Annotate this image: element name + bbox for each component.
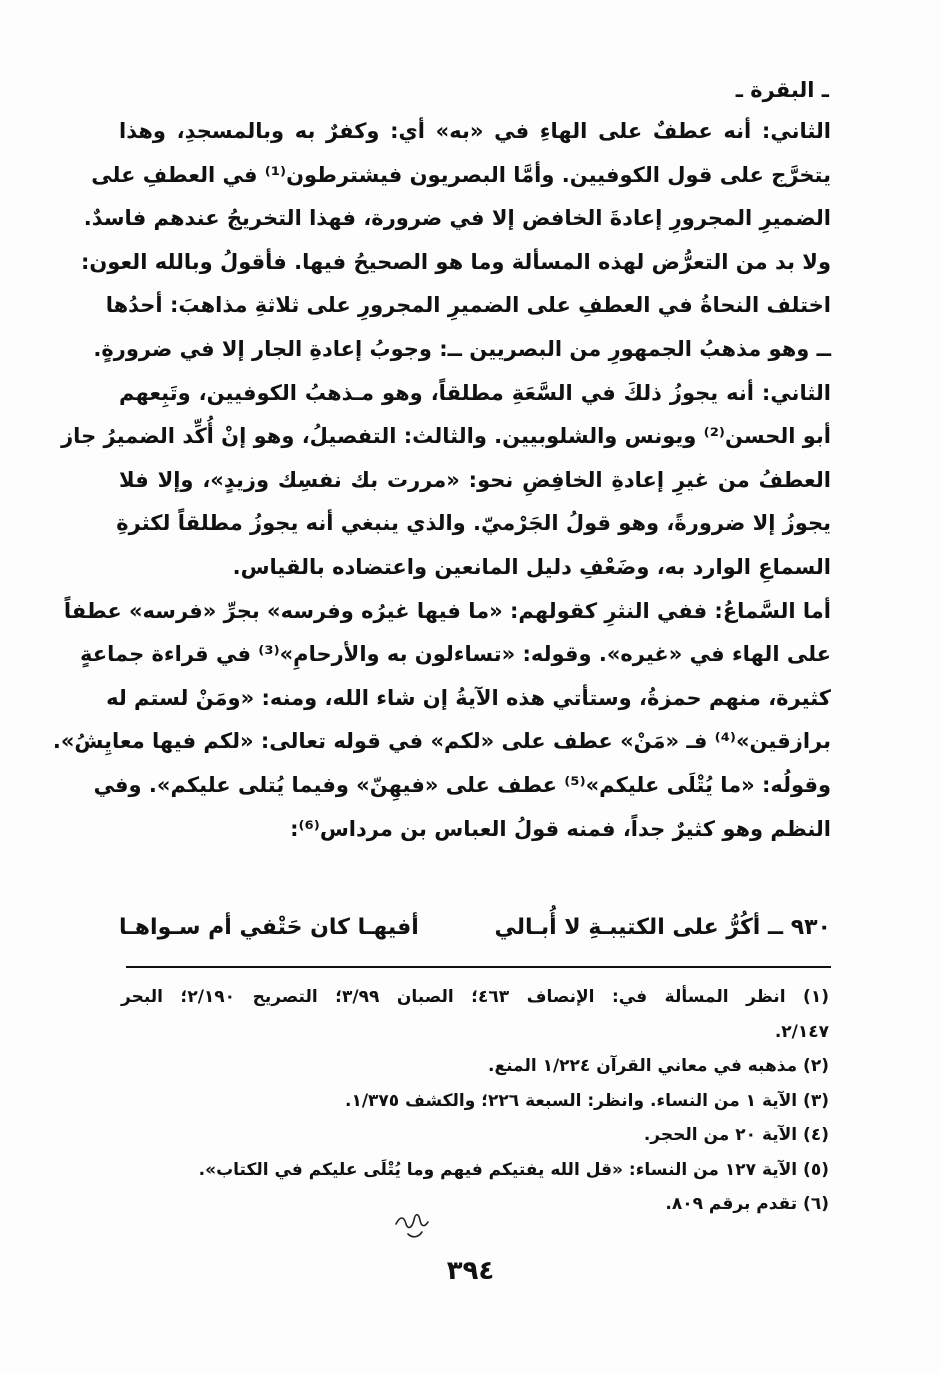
text-line: السماعِ الوارد به، وضَعْفِ دليل المانعين واعتضاده بالقياس. [232,554,831,579]
footnote-continuation: ٢/١٤٧. [774,1021,829,1042]
handwritten-signature [388,1194,438,1244]
text-line: أما السَّماعُ: ففي النثرِ كقولهم: «ما فيها غيرُه وفرسه» بجرِّ «فرسه» عطفاً [63,598,831,623]
text-line: الثاني: أنه عطفٌ على الهاءِ في «به» أي: وكفرٌ به وبالمسجدِ، وهذا [119,119,831,143]
footnote: (٦) تقدم برقم ٨٠٩. [665,1194,829,1214]
text-line: الثاني: أنه يجوزُ ذلكَ في السَّعَةِ مطلقاً، وهو مـذهبُ الكوفيين، وتَبِعهم [119,380,831,405]
footnote: (٥) الآية ١٢٧ من النساء: «قل الله يفتيكم فيهم وما يُتْلَى عليكم في الكتاب». [198,1159,829,1180]
text-line: على الهاء في «غيره». وقوله: «تساءلون به والأرحامِ»⁽³⁾ في قراءة جماعةٍ [80,642,831,667]
text-line: برازقين»⁽⁴⁾ فـ «مَنْ» عطف على «لكم» في قوله تعالى: «لكم فيها معايِشُ». [52,729,831,754]
text-line: يجوزُ إلا ضرورةً، وهو قولُ الجَرْميّ. والذي ينبغي أنه يجوزُ مطلقاً لكثرةِ [116,511,831,536]
text-line: أبو الحسن⁽²⁾ ويونس والشلوبيين. والثالث: التفصيلُ، وهو إنْ أُكِّد الضميرُ جاز [61,424,831,449]
text-line: يتخرَّج على قول الكوفيين. وأمَّا البصريون فيشترطون⁽¹⁾ في العطفِ على [91,162,831,187]
page-number: ٣٩٤ [446,1256,495,1286]
text-line: النظم وهو كثيرٌ جداً، فمنه قولُ العباس بن مرداس⁽⁶⁾: [290,816,831,841]
running-header: ـ البقرة ـ [735,78,829,102]
main-text [52,110,831,851]
text-line: ولا بد من التعرُّض لهذه المسألة وما هو الصحيحُ فيها. فأقولُ وبالله العون: [80,249,831,274]
poetry-verse [119,906,831,950]
text-line: كثيرة، منهم حمزةُ، وستأتي هذه الآيةُ إن شاء الله، ومنه: «ومَنْ لستم له [106,685,831,710]
text-line: ــ وهو مذهبُ الجمهورِ من البصريين ــ: وجوبُ إعادةِ الجار إلا في ضرورةٍ. [93,336,831,361]
text-line: اختلف النحاةُ في العطفِ على الضميرِ المجرورِ على ثلاثةِ مذاهبَ: أحدُها [105,293,831,318]
footnote: (٤) الآية ٢٠ من الحجر. [643,1125,829,1145]
footnote: (١) انظر المسألة في: الإنصاف ٤٦٣؛ الصبان ٣/٩٩؛ التصريح ٢/١٩٠؛ البحر [121,987,829,1007]
verse-first-hemistich: ٩٣٠ ــ أكُرُّ على الكتيبـةِ لا أُبـالي [494,915,831,940]
text-line: وقولُه: «ما يُتْلَى عليكم»⁽⁵⁾ عطف على «فيهِنّ» وفيما يُتلى عليكم». وفي [93,772,831,797]
verse-second-hemistich: أفيهـا كان حَتْفي أم سـواهـا [119,915,419,940]
text-line: العطفُ من غيرِ إعادةِ الخافِضِ نحو: «مررت بك نفسِك وزيدٍ»، وإلا فلا [119,467,831,492]
footnote: (٣) الآية ١ من النساء. وانظر: السبعة ٢٢٦؛ والكشف ١/٣٧٥. [345,1090,829,1111]
footnote: (٢) مذهبه في معاني القرآن ١/٢٢٤ المنع. [488,1056,829,1076]
footnote-separator [126,966,831,968]
footnotes [121,980,829,1222]
text-line: الضميرِ المجرورِ إعادةَ الخافض إلا في ضرورة، فهذا التخريجُ عندهم فاسدٌ. [83,206,831,231]
